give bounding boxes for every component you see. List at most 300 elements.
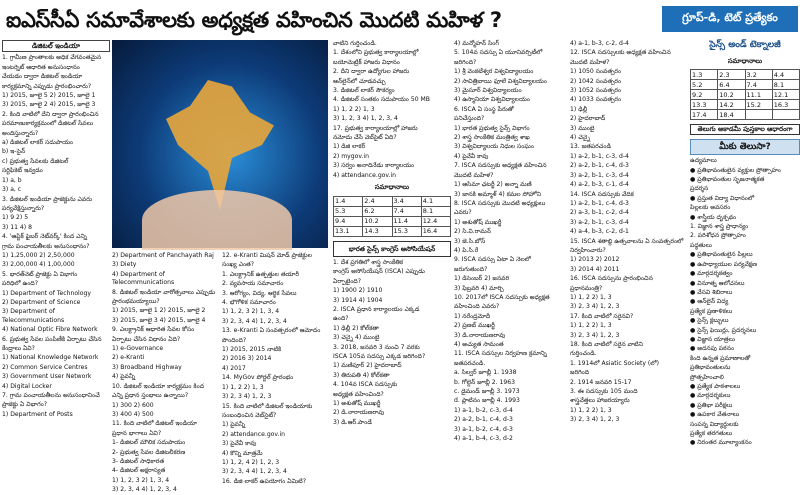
col7-line: ● ప్రతిభావంతులైన వ్యక్తుల ప్రోత్సాహం	[690, 166, 781, 174]
col5-line: 3) a-1, b-2, c-4, d-3	[454, 425, 513, 433]
answer-cell: 9.4	[334, 216, 363, 226]
answer-row	[691, 110, 800, 120]
col6-line: 1) 1, 2 2) 1, 3	[570, 293, 612, 301]
col6-line: 2) a-3, b-1, c-2, d-4	[570, 209, 629, 217]
column-digital-india	[2, 40, 110, 478]
col6-line: ప్రధానమంత్రి?	[570, 284, 603, 292]
col7-line: ● ఆన్‌లైన్ విద్య	[690, 298, 729, 306]
answer-cell: 17.4	[691, 110, 718, 120]
col3-line: సంఖ్య ఎంత?	[222, 261, 255, 269]
col4-line: బయోమెట్రిక్ హాజరు విధానం	[333, 58, 400, 66]
col3-line: 1) పైవన్నీ	[222, 421, 246, 429]
hero-illustration	[112, 40, 328, 248]
col1-line: 1) a, b	[2, 176, 22, 184]
col1-line: 1) 2015, జూలై 5 2) 2015, జూలై 1	[2, 92, 96, 100]
col4-line: ఆన్‌లైన్‌లో చూడవచ్చు	[333, 77, 386, 85]
col4-line: 2. దీని ద్వారా ఉద్యోగుల హాజరు	[333, 68, 410, 76]
col2-line: 2) Department of Panchayath Raj	[112, 252, 214, 259]
col5-line: 1) డిసెంబర్ 2) జనవరి	[454, 275, 510, 283]
col2-line: 3) 2, 3, 4 4) 1, 2, 3, 4	[112, 486, 177, 494]
answer-cell: 18.4	[718, 110, 745, 120]
col4-isca-line: 1) మణిపూర్ 2) హైదరాబాద్	[333, 362, 402, 370]
col1-line: గ్రామ పంచాయతీలకు అనుసంధానం?	[2, 242, 90, 250]
col6-line: 18. కింది వాటిలో సరైన వాటిని	[570, 341, 643, 348]
isca-section-box	[333, 241, 451, 257]
col6-line: జరిగింది	[570, 369, 590, 377]
col1-line: 1) Department of Technology	[2, 289, 91, 297]
col5-line: 7. ISCA సదస్సుకు అధ్యక్షత వహించిన	[454, 162, 547, 170]
col6-line: 3) 2, 3 4) 1, 2, 3	[570, 416, 620, 424]
col2-line: 10. డిజిటల్ ఇండియా కార్యక్రమం కింద	[112, 382, 204, 390]
col5-line: 4) పి.సి.రే	[454, 246, 479, 254]
col6-line: 1) 1050 సంవత్సరం	[570, 68, 622, 76]
col5-line: 2) a-2, b-1, c-4, d-3	[454, 416, 513, 424]
col7-line: 2. పరిశోధన ప్రోత్సాహం	[690, 232, 746, 240]
col4-isca-line: ఉంది?	[333, 315, 349, 323]
col5-line: 3) మైసూర్ విశ్వవిద్యాలయం	[454, 87, 522, 95]
col4-line: 3. డిజిటల్ లాకర్ సౌకర్యం	[333, 87, 395, 95]
col6-line: 16. ISCA సదస్సును ప్రారంభించిన	[570, 275, 653, 283]
col2-line: 2) e-Kranti	[112, 354, 145, 362]
col7-line: ప్రదర్శన	[690, 185, 709, 193]
col1-line: పరమాణుకార్యక్రమంలో డిజిటల్ సేవలు	[2, 120, 94, 128]
col1-line: కేంద్రాలు ఏవి?	[2, 345, 35, 352]
col1-line: 2) Department of Science	[2, 298, 81, 306]
answer-cell	[772, 110, 799, 120]
answer-key-table-1	[333, 196, 451, 237]
col3-line: 3. ఆరోగ్యం, విద్య, ఆర్థిక సేవలు	[222, 289, 297, 297]
column-6-questions	[570, 40, 688, 425]
col3-line: 1) 1, 2 2) 1, 3	[222, 383, 264, 391]
section-title-isca: భారత సైన్స్ కాంగ్రెస్ అసోసియేషన్	[348, 244, 436, 253]
answer-cell: 3.4	[392, 196, 421, 206]
col6-line: 3) 2014 4) 2011	[570, 265, 620, 273]
answer-cell: 15.2	[745, 100, 772, 110]
col1-line: 4) Digital Locker	[2, 382, 52, 390]
col7-line: ● అదనపు పఠనం	[690, 345, 735, 353]
col2-line: 1) 1, 2, 3 2) 1, 3, 4	[112, 476, 170, 484]
col4-line: 1. దేశంలోని ప్రభుత్వ కార్యాలయాల్లో	[333, 49, 419, 57]
col4-isca-line: ISCA 105వ సదస్సు ఎక్కడ జరిగింది?	[333, 352, 426, 360]
col6-line: 3) ముంబై	[570, 124, 595, 132]
col4-line: 3) సర్వం అనాదినేడు కార్యాలయం	[333, 162, 415, 170]
col6-line: 4) a-2, b-3, c-1, d-4	[570, 181, 629, 189]
col1-line: 5. భారత్‌నెట్ ప్రాజెక్టు ఏ విభాగం	[2, 270, 78, 278]
column-4-questions	[333, 40, 451, 180]
col7-line: ● సైన్స్ క్లబ్బులు	[690, 317, 729, 325]
col2-line: 8. డిజిటల్ ఇండియా వారోత్సవాలు ఎప్పుడు	[112, 288, 216, 296]
answer-cell: 7.4	[392, 206, 421, 216]
col4-isca-line: 3) 1914 4) 1904	[333, 296, 383, 304]
col4-isca-line: 4. 104వ ISCA సదస్సుకు	[333, 381, 398, 389]
col5-line: 4) అచ్యుత సామంత	[454, 341, 504, 348]
col1-line: 4) National Optic Fibre Network	[2, 326, 98, 334]
col7-line: ● శాస్త్రీయ దృక్పథం	[690, 213, 737, 221]
answer-cell: 4.1	[421, 196, 450, 206]
column-1-questions	[2, 54, 110, 419]
col5-line: 2) సి.వి.రామన్	[454, 228, 491, 236]
section-title-digital-india: డిజిటల్ ఇండియా	[2, 40, 110, 52]
col4-isca-line: అధ్యక్షత వహించింది?	[333, 390, 384, 398]
col5-line: 6. ISCA ఏ సంస్థ పేరుతో	[454, 105, 514, 113]
col6-line: 14. ISCA సదస్సుకు వేదిక	[570, 190, 634, 198]
col3-line: 12. e-Kranti మిషన్ మోడ్ ప్రాజెక్టుల	[222, 252, 312, 259]
col6-line: 1) a-2, b-1, c-4, d-3	[570, 199, 629, 207]
col2-line: 1) e-Governance	[112, 345, 164, 353]
answer-cell: 14.3	[363, 226, 392, 236]
col3-line: 2) 2016 3) 2014	[222, 355, 272, 363]
author-credit: తెలుగు అకాడమీ పుస్తకాల ఆధారంగా	[690, 124, 800, 134]
col7-line: పిల్లలకు అవసరం	[690, 204, 731, 212]
col1-line: 4. 'ఆప్టిక్ ఫైబర్ నెట్‌వర్క్' కింద ఎన్ని	[2, 233, 87, 241]
col2-line: 1) 2015, జూలై 1 2) 2015, జూలై 2	[112, 307, 206, 315]
answer-row	[334, 216, 451, 226]
col6-line: శాస్త్రవేత్తలు హాజరయ్యారు	[570, 397, 630, 405]
col7-line: ● వినూత్న ఆలోచనలు	[690, 279, 745, 287]
answer-cell: 8.1	[421, 206, 450, 216]
col2-line: 3- డిజిటల్ సాధికారత	[112, 457, 165, 465]
col4-isca-line: 3) చెన్నై 4) ముంబై	[333, 334, 380, 342]
col6-line: 1) 1, 2 2) 1, 3	[570, 322, 612, 330]
col6-line: 1) 2013 2) 2012	[570, 256, 620, 264]
col6-line: 4) a-4, b-3, c-2, d-1	[570, 228, 629, 236]
group-d-tet-badge: గ్రూప్-డి, టెట్ ప్రత్యేకం	[662, 6, 798, 32]
answer-cell: 11.1	[745, 90, 772, 100]
col5-line: 1) ఆసిమా ఛటర్జీ 2) అన్నా మణి	[454, 181, 532, 189]
col7-line: ● ప్రతిభావంతులైన పిల్లలు	[690, 251, 753, 259]
column-6	[570, 40, 688, 478]
col1-line: 3) 2,00,000 4) 1,00,000	[2, 261, 75, 269]
answer-cell: 14.2	[718, 100, 745, 110]
col4-isca-line: కాంగ్రెస్ అసోసియేషన్ (ISCA) ఎప్పుడు	[333, 268, 425, 276]
col5-line: c. డైమండ్ జూబ్లీ 3. 1973	[454, 388, 520, 396]
col1-line: 2) Common Service Centres	[2, 363, 88, 371]
col5-line: 9. ISCA సదస్సు ఏటా ఏ నెలలో	[454, 256, 531, 264]
col2-line: ఏర్పాటు చేసిన విధానం ఏది?	[112, 335, 181, 343]
col4-line: 4) attendance.gov.in	[333, 171, 397, 179]
col4-line: నమోదు చేసే వెబ్‌సైట్ ఏది?	[333, 134, 397, 142]
col4-line: 1) డిజి లాకర్	[333, 143, 366, 151]
col3-line: 2. వ్యవసాయ సమాచారం	[222, 280, 284, 288]
col2-line: ప్రధాన భాగాలు ఏవి?	[112, 429, 162, 437]
answer-cell: 10.2	[718, 90, 745, 100]
answer-cell: 1.3	[691, 70, 718, 80]
col2-line: 4) పైవన్నీ	[112, 373, 136, 381]
col7-line: ● ప్రతిభా పరీక్షలు	[690, 401, 733, 409]
col1-line: 3) 2015, జూలై 2 4) 2015, జూలై 3	[2, 101, 96, 109]
series-banner: సైన్స్ అండ్ టెక్నాలజీ	[709, 40, 781, 50]
col1-line: b) ఇ-సైన్	[2, 148, 26, 156]
col2-line: 4) Department of Telecommunications	[112, 270, 175, 287]
column-4-isca-questions	[333, 259, 451, 427]
col5-line: 10. 2017లో ISCA సదస్సుకు అధ్యక్షత	[454, 293, 550, 301]
col5-line: మొదటి మహిళ?	[454, 171, 494, 179]
col5-line: 4) ఉస్మానియా విశ్వవిద్యాలయం	[454, 96, 530, 104]
col6-line: 3) 2, 3 4) 1, 2, 3	[570, 303, 620, 311]
col1-line: ఇంటర్నెట్ ఆధారిత అనుసంధానం	[2, 63, 80, 71]
col4-isca-line: ఏర్పాటైంది?	[333, 277, 361, 285]
col6-line: 12. ISCA సదస్సులకు అధ్యక్షత వహించిన	[570, 49, 671, 57]
column-4	[333, 40, 451, 478]
answer-row	[334, 206, 451, 216]
col7-line: ● ప్రతిభావంతుల సృజనాత్మకత	[690, 176, 765, 184]
answer-cell: 6.2	[363, 206, 392, 216]
column-2	[112, 252, 220, 494]
col4-isca-line: 1) అశుతోష్ ముఖర్జీ	[333, 400, 381, 407]
col6-line: 2) 1042 సంవత్సరం	[570, 77, 622, 85]
col6-line: 1) ఢిల్లీ	[570, 105, 588, 113]
col6-line: 3) 1052 సంవత్సరం	[570, 87, 622, 95]
col4-isca-line: 1) ఢిల్లీ 2) కోల్‌కతా	[333, 324, 379, 332]
hands-shape	[142, 190, 292, 250]
col6-line: 15. ISCA శతాబ్ది ఉత్సవాలను ఏ సంవత్సరంలో	[570, 237, 684, 245]
col7-line: ● వేసవి శిబిరాలు	[690, 288, 733, 296]
col5-line: 1) అశుతోష్ ముఖర్జీ	[454, 218, 502, 226]
col5-line: b. గోల్డెన్ జూబ్లీ 2. 1963	[454, 378, 516, 386]
col2-line: 4- డిజిటల్ అక్షరాస్యత	[112, 467, 166, 475]
col3-line: 3) 2, 3 4) 1, 2, 3	[222, 393, 272, 401]
col1-line: 3) Government User Network	[2, 373, 92, 381]
answer-cell: 6.4	[718, 80, 745, 90]
col5-line: 2) శాస్త్ర సాంకేతిక మంత్రిత్వ శాఖ	[454, 134, 530, 142]
answer-cell: 10.2	[363, 216, 392, 226]
col7-line: ● మార్గదర్శకత్వం	[690, 270, 733, 278]
col5-line: 4) a-1, b-4, c-3, d-2	[454, 435, 513, 443]
col5-line: 8. ISCA సదస్సుకు మొదటి అధ్యక్షులు	[454, 199, 546, 207]
col1-line: 6. ప్రభుత్వ సేవల పంపిణీకి ఏర్పాటు చేసిన	[2, 335, 102, 343]
col7-line: సంపన్న విద్యార్థులకు	[690, 420, 739, 428]
col7-line: ● మార్గదర్శకులు	[690, 392, 731, 400]
column-3-questions	[222, 252, 330, 486]
col3-line: 13. e-Kranti ఏ సంవత్సరంలో ఆమోదం	[222, 327, 321, 335]
col5-line: 5. 104వ సదస్సు ఏ యూనివర్సిటీలో	[454, 49, 543, 57]
col2-line: 1) 300 2) 600	[112, 401, 154, 409]
answer-cell: 15.3	[392, 226, 421, 236]
col2-line: 1- డిజిటల్ మౌలిక సదుపాయం	[112, 439, 186, 447]
column-5	[454, 40, 568, 478]
answer-row	[691, 80, 800, 90]
col2-line: 3) 2015, జూలై 3 4) 2015, జూలై 4	[112, 316, 206, 324]
col4-isca-line: 1) 1900 2) 1910	[333, 287, 383, 295]
col6-line: గుర్తించండి.	[570, 350, 597, 358]
col7-line: ప్రతిభావంతులను	[690, 364, 731, 372]
answer-cell: 16.4	[421, 226, 450, 236]
col4-line: 2) mygov.in	[333, 152, 369, 160]
col6-line: 4) a-1, b-3, c-2, d-4	[570, 40, 629, 47]
col2-line: 2- ప్రభుత్వ సేవల డిజిటలీకరణ	[112, 448, 186, 456]
answer-row	[691, 100, 800, 110]
col3-line: 4. భౌగోళిక సమాచారం	[222, 299, 276, 307]
answer-cell: 16.3	[772, 100, 799, 110]
col3-line: 1. ఎలక్ట్రానిక్ ఉత్పత్తుల తయారీ	[222, 270, 299, 278]
col3-line: సంబంధించిన వెబ్‌సైట్?	[222, 411, 277, 419]
answer-cell: 5.2	[691, 80, 718, 90]
col5-line: 2) సావిత్రిబాయి ఫూలే విశ్వవిద్యాలయం	[454, 77, 547, 85]
col4-isca-line: 3. 2018, జనవరి 3 నుంచి 7 వరకు	[333, 343, 420, 351]
col3-line: పొందింది?	[222, 336, 247, 344]
col1-line: 3) Department of Telecommunications	[2, 308, 65, 324]
col4-isca-line: 2) డి.నారాయణరావు	[333, 409, 385, 417]
col1-line: 1) 9 2) 5	[2, 214, 29, 222]
answer-cell: 13.1	[334, 226, 363, 236]
answer-cell: 2.3	[718, 70, 745, 80]
col7-line: ● విజ్ఞాన యాత్రలు	[690, 335, 735, 343]
col5-line: d. ప్లాటినం జూబ్లీ 4. 1993	[454, 397, 520, 405]
col7-line: పద్ధతులు	[690, 241, 712, 249]
col5-line: 1) భారత ప్రభుత్వ సైన్స్ విభాగం	[454, 124, 530, 132]
col2-line: 3) 400 4) 500	[112, 410, 154, 418]
col5-line: 3) జె.సి.బోస్	[454, 237, 486, 245]
col4-isca-line: 2. ISCA ప్రధాన కార్యాలయం ఎక్కడ	[333, 305, 420, 313]
col6-line: 2. 1914 జనవరి 15-17	[570, 378, 632, 386]
col1-line: అందిస్తున్నారు?	[2, 129, 39, 137]
col6-line: 1) 1, 2 2) 1, 3	[570, 406, 612, 414]
col3-line: 2) attendance.gov.in	[222, 430, 286, 438]
answer-cell: 9.2	[691, 90, 718, 100]
column-2-questions	[112, 252, 220, 495]
col1-line: 7. గ్రామ పంచాయతీలను అనుసంధానించే	[2, 392, 100, 400]
col7-line: ● ప్రస్తుత విద్యా విధానంలో	[690, 194, 755, 202]
col7-line: ● నిరంతర మూల్యాంకనం	[690, 439, 752, 447]
col1-line: కార్యక్రమాన్ని ఎప్పుడు ప్రారంభించారు?	[2, 82, 92, 90]
col5-line: 1) నరేంద్రమోదీ	[454, 312, 491, 320]
answer-key-table-2	[690, 69, 800, 120]
answer-cell: 12.1	[772, 90, 799, 100]
col1-line: 3) 11 4) 8	[2, 223, 32, 231]
col3-line: 3) పైవేవీ కావు	[222, 440, 257, 448]
col4-line: 1) 1, 2 2) 1, 3	[333, 105, 375, 113]
col1-line: 1. గ్రామీణ ప్రాంతాలకు అధిక వేగవంతమైన	[2, 54, 102, 62]
col1-line: 2. కింది వాటిలో దేని ద్వారా ప్రారంభించిన	[2, 110, 99, 118]
answers-title-2: సమాధానాలు	[727, 57, 763, 65]
col4-line: వాటిని గుర్తించండి.	[333, 40, 377, 47]
col5-line: 11. ISCA సదస్సుల నిర్వహణ క్రమాన్ని	[454, 350, 547, 358]
col5-line: 3) డి.నారాయణరావు	[454, 331, 506, 339]
answer-cell: 11.4	[392, 216, 421, 226]
col1-line: ప్రాజెక్టు ఏ విభాగం?	[2, 401, 47, 409]
answer-cell: 3.2	[745, 70, 772, 80]
did-you-know-heading: మీకు తెలుసా?	[690, 139, 800, 155]
col1-line: 1) Department of Posts	[2, 410, 73, 418]
col6-line: 4) చెన్నై	[570, 134, 591, 142]
answer-cell: 7.4	[745, 80, 772, 90]
col1-line: 1) National Knowledge Network	[2, 354, 99, 362]
col3-line: 1) 2015, 2015 నాటికి	[222, 346, 282, 354]
col6-line: 13. జతపరచండి	[570, 143, 611, 151]
col6-line: నిర్వహించారు?	[570, 246, 606, 254]
col7-line: 1. విజ్ఞాన శాస్త్ర ప్రాధాన్యం	[690, 223, 749, 231]
col5-line: జతపరచండి.	[454, 359, 486, 367]
answer-row	[334, 226, 451, 236]
col7-line: ఉద్యమాలు	[690, 157, 717, 165]
answer-cell: 2.4	[363, 196, 392, 206]
col5-line: 4) పైవేవీ కావు	[454, 152, 489, 160]
col5-line: 4) మన్మోహన్ సింగ్	[454, 40, 499, 47]
answer-cell: 4.4	[772, 70, 799, 80]
col2-line: 9. ఎలక్ట్రానిక్ ఆధారిత సేవల కోసం	[112, 326, 195, 334]
col7-line: ప్రత్యేక తరగతులు	[690, 430, 733, 437]
col5-line: a. సిల్వర్ జూబ్లీ 1. 1938	[454, 369, 517, 377]
answer-row	[334, 196, 451, 206]
answer-cell: 13.3	[691, 100, 718, 110]
col6-line: 4) 1033 సంవత్సరం	[570, 96, 622, 104]
col5-line: 2) ప్రణబ్ ముఖర్జీ	[454, 322, 495, 330]
col3-line: 4) కొన్ని మాత్రమే	[222, 449, 263, 457]
col5-line: 1) a-1, b-2, c-3, d-4	[454, 406, 513, 414]
col2-line: ఎన్ని ప్రధాన స్తంభాలు ఉన్నాయి?	[112, 392, 189, 400]
col4-line: 4. డిజిటల్ సంతకం సదుపాయం 50 MB	[333, 96, 430, 104]
col5-line: 3) విశ్వవిద్యాలయ నిధుల సంఘం	[454, 143, 534, 151]
col6-line: 2) హైదరాబాద్	[570, 115, 606, 123]
col6-line: మొదటి మహిళ?	[570, 58, 610, 66]
answer-row	[691, 70, 800, 80]
col4-isca-line: 1. దేశ ప్రగతిలో శాస్త్ర సాంకేతిక	[333, 258, 404, 266]
col2-line: 3) Broadband Highway	[112, 363, 182, 371]
col3-line: 16. డిజి లాకర్ ఉపయోగం ఏమిటి?	[222, 477, 306, 485]
col3-line: 3) 2, 3, 4 4) 1, 2, 3, 4	[222, 317, 287, 325]
col7-line: ప్రోత్సహించాలి	[690, 373, 724, 381]
col5-line: పనిచేస్తుంది?	[454, 115, 485, 123]
col3-line: 3) 2, 3, 4 4) 1, 2, 3, 4	[222, 468, 287, 476]
col1-line: సర్టిఫికెట్ ఇవ్వడం	[2, 167, 43, 175]
page-headline: ఐఎస్‌సీఏ సమావేశాలకు అధ్యక్షత వహించిన మొదటి మహిళ ?	[6, 8, 502, 32]
col5-line: 1) శ్రీ వెంకటేశ్వర విశ్వవిద్యాలయం	[454, 68, 534, 76]
col4-line: 3) 1, 2, 3 4) 1, 2, 3, 4	[333, 115, 398, 123]
col6-line: 3) a-2, b-1, c-3, d-4	[570, 171, 629, 179]
col1-line: పరిధిలో ఉంది?	[2, 280, 38, 288]
col1-line: 3. డిజిటల్ ఇండియా ప్రాజెక్టును ఎవరు	[2, 195, 92, 203]
col6-line: 2) a-2, b-1, c-4, d-3	[570, 162, 629, 170]
col5-line: 3) జానకి అమ్మాళ్ 4) కమల సోహోని	[454, 190, 542, 198]
col5-line: జరుగుతుంది?	[454, 265, 488, 273]
col4-line: 17. ప్రభుత్వ కార్యాలయాల్లో హాజరు	[333, 124, 418, 132]
col3-line: 1) 1, 2, 3 2) 1, 3, 4	[222, 308, 280, 316]
col2-line: ప్రారంభమయ్యాయి?	[112, 298, 160, 306]
col7-line: ● ఉపాధ్యాయుల పర్యవేక్షణ	[690, 260, 758, 268]
col7-line: ● ప్రత్యేక పాఠశాలలు	[690, 382, 741, 390]
answer-cell	[745, 110, 772, 120]
col1-line: పర్యవేక్షిస్తున్నారు?	[2, 204, 45, 212]
col5-line: ఎవరు?	[454, 209, 472, 217]
col6-line: 3. ఈ సదస్సుకు 105 మంది	[570, 388, 638, 396]
column-5-questions	[454, 40, 568, 443]
col7-line: కింది ఉన్నత ప్రమాణాలతో	[690, 354, 751, 362]
col4-isca-line: 3) తిరుపతి 4) కోల్‌కతా	[333, 371, 390, 379]
did-you-know-list	[690, 157, 800, 448]
column-3	[222, 252, 330, 485]
answers-title-1: సమాధానాలు	[374, 183, 410, 192]
col7-line: ● ఉపకార వేతనాలు	[690, 411, 740, 419]
col6-line: 1) a-2, b-1, c-3, d-4	[570, 152, 629, 160]
col1-line: 1) 1,25,000 2) 2,50,000	[2, 251, 75, 259]
answer-row	[691, 90, 800, 100]
col2-line: 3) Diety	[112, 261, 137, 269]
col1-line: 3) a, c	[2, 186, 22, 194]
answer-cell: 8.1	[772, 80, 799, 90]
col6-line: 3) 2, 3 4) 1, 2, 3	[570, 331, 620, 339]
col7-line: ● సైన్స్ ఫెయిర్లు, ప్రదర్శనలు	[690, 326, 757, 334]
col5-line: 3) ఫిబ్రవరి 4) మార్చి	[454, 284, 504, 292]
col3-line: 14. MyGov పోర్టల్ ప్రారంభం	[222, 374, 294, 382]
answer-cell: 1.4	[334, 196, 363, 206]
col1-line: a) డిజిటల్ లాకర్ సదుపాయం	[2, 139, 74, 147]
column-7-sidebar	[690, 36, 800, 478]
answer-cell: 12.4	[421, 216, 450, 226]
col3-line: 4) 2017	[222, 364, 246, 372]
col6-line: 3) a-2, b-1, c-3, d-4	[570, 218, 629, 226]
col6-line: 17. కింది వాటిలో సరైనవి?	[570, 312, 634, 320]
col5-line: జరిగింది?	[454, 58, 477, 66]
